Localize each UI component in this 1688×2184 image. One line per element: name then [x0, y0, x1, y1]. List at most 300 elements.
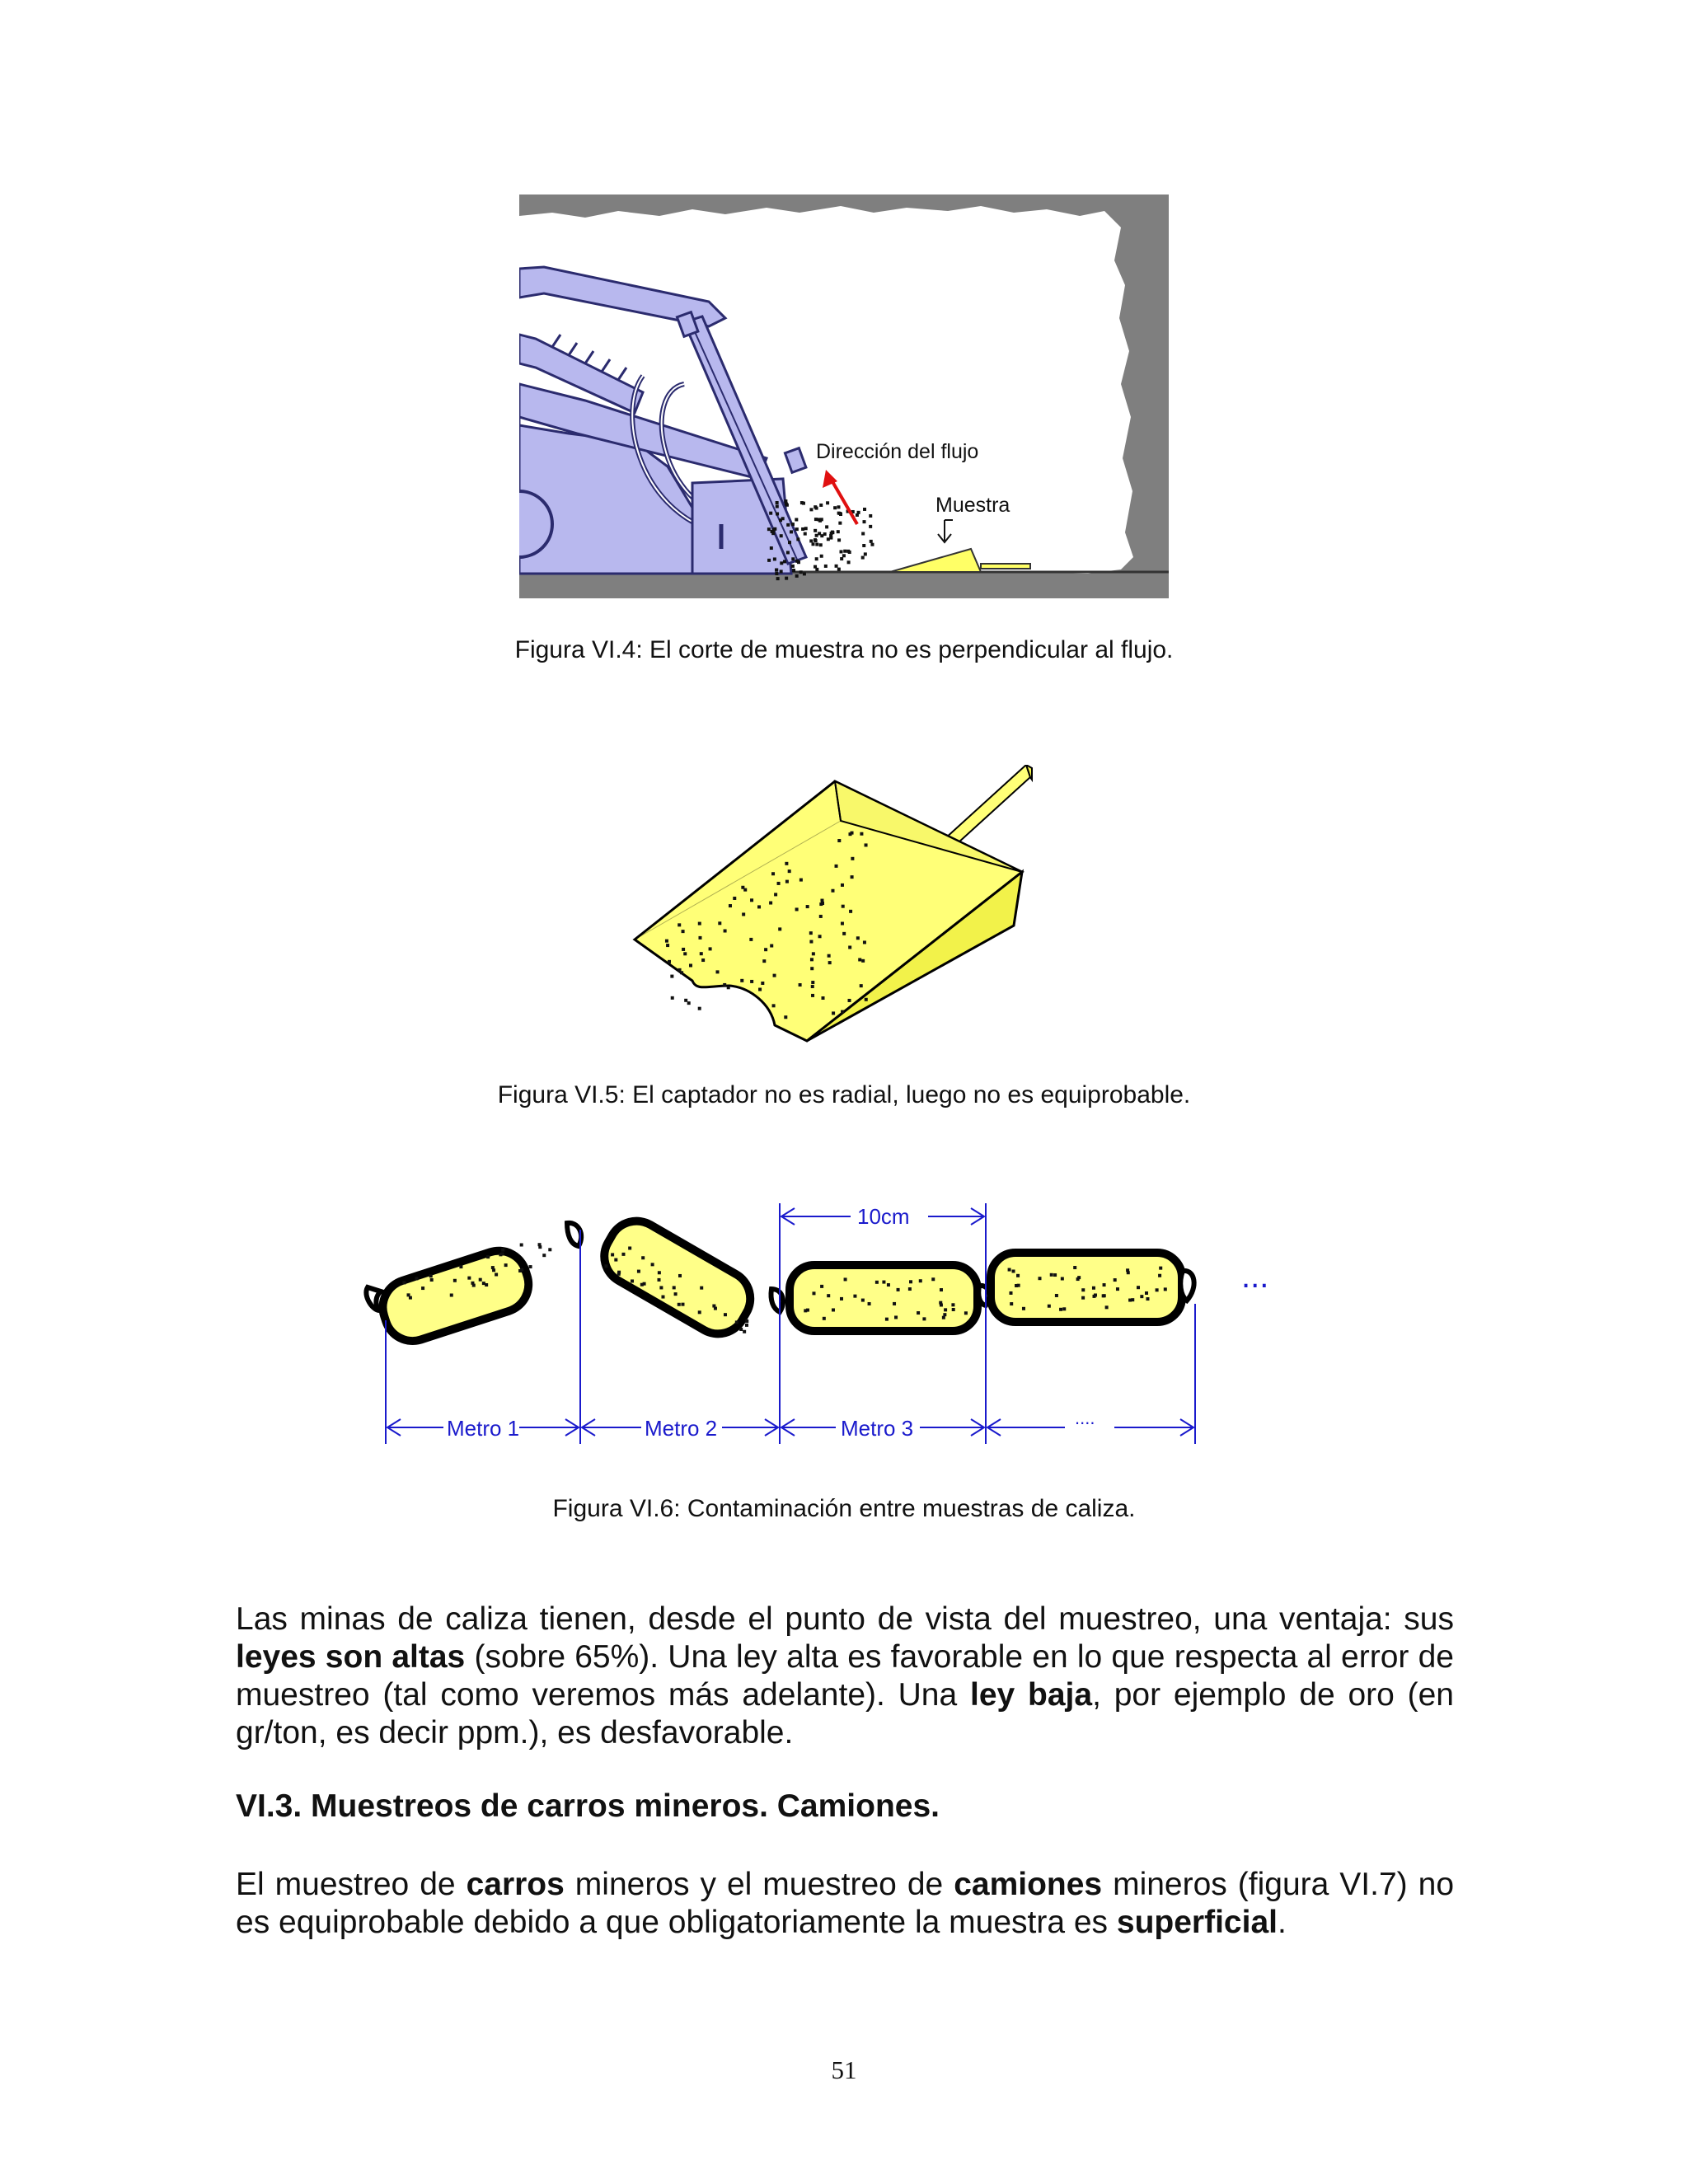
grain-particle [828, 961, 832, 964]
grain-particle [964, 1311, 968, 1315]
grain-particle [758, 988, 762, 991]
grain-particle [791, 557, 795, 560]
grain-particle [851, 832, 854, 835]
grain-particle [783, 560, 786, 563]
grain-particle [809, 508, 813, 511]
grain-particle [621, 1253, 625, 1256]
grain-particle [887, 1283, 890, 1286]
grain-particle [776, 504, 779, 508]
figure-vi6-image [363, 1180, 1302, 1452]
grain-particle [761, 982, 764, 985]
grain-particle [951, 1303, 954, 1306]
grain-particle [780, 561, 783, 565]
grain-particle [1053, 1273, 1057, 1277]
grain-particle [661, 1296, 664, 1299]
section-heading: VI.3. Muestreos de carros mineros. Camiones. [236, 1788, 940, 1824]
grain-particle [716, 970, 720, 973]
grain-particle [862, 544, 865, 547]
p1-bold-2: ley baja [970, 1677, 1093, 1713]
grain-particle [415, 1277, 418, 1280]
grain-particle [740, 979, 743, 982]
grain-particle [701, 958, 705, 962]
figure-vi5-caption: Figura VI.5: El captador no es radial, luego no es equiprobable. [497, 1081, 1191, 1108]
grain-particle [815, 557, 818, 560]
grain-particle [786, 523, 790, 527]
grain-particle [771, 872, 775, 875]
metro-3-label: Metro 3 [841, 1416, 914, 1441]
grain-particle [495, 1272, 498, 1276]
grain-particle [1092, 1286, 1095, 1290]
grain-particle [842, 554, 846, 557]
grain-particle [815, 568, 818, 571]
grain-particle [842, 932, 846, 935]
grain-particle [847, 560, 851, 564]
grain-particle [869, 525, 872, 528]
grain-particle [818, 935, 822, 938]
grain-particle [799, 879, 803, 882]
p2-bold-3: superficial [1116, 1905, 1278, 1940]
grain-particle [1076, 1277, 1080, 1281]
grain-particle [863, 508, 866, 511]
grain-particle [861, 1299, 865, 1302]
grain-particle [851, 875, 854, 879]
grain-particle [856, 936, 860, 940]
grain-particle [773, 557, 776, 560]
grain-particle [665, 940, 668, 943]
metro-2-label: Metro 2 [645, 1416, 718, 1441]
grain-particle [735, 1320, 738, 1324]
grain-particle [1114, 1278, 1117, 1282]
grain-particle [812, 952, 815, 955]
grain-particle [776, 501, 779, 504]
grain-particle [870, 543, 874, 546]
grain-particle [861, 532, 865, 535]
grain-particle [743, 1330, 746, 1333]
grain-particle [820, 899, 823, 902]
grain-particle [865, 843, 868, 846]
grain-particle [826, 501, 829, 504]
grain-particle [501, 1249, 504, 1252]
grain-particle [844, 1277, 847, 1281]
paragraph-mine-carts [236, 1866, 1454, 1942]
grain-particle [864, 552, 867, 555]
grain-particle [943, 1313, 946, 1316]
grain-particle [799, 570, 803, 574]
grain-particle [769, 512, 772, 515]
grain-particle [893, 1302, 896, 1305]
grain-particle [611, 1253, 614, 1256]
grain-particle [848, 945, 851, 949]
grain-particle [1048, 1305, 1051, 1308]
grain-particle [837, 839, 841, 842]
grain-particle [1156, 1288, 1159, 1291]
grain-particle [453, 1279, 457, 1282]
grain-particle [851, 857, 854, 860]
grain-particle [1050, 1273, 1053, 1277]
grain-particle [804, 527, 808, 530]
grain-particle [1116, 1287, 1119, 1291]
grain-particle [1081, 1296, 1085, 1300]
grain-particle [917, 1311, 920, 1315]
grain-particle [821, 902, 824, 905]
grain-particle [1158, 1274, 1161, 1277]
p1-bold-1: leyes son altas [236, 1639, 466, 1675]
grain-particle [825, 525, 828, 528]
p2-text-2: mineros y el muestreo de [564, 1867, 954, 1902]
grain-particle [875, 1281, 879, 1284]
grain-particle [678, 923, 681, 926]
grain-particle [681, 1303, 684, 1306]
grain-particle [1103, 1283, 1106, 1286]
grain-particle [831, 889, 834, 893]
p1-text-2: (sobre 65%). Una ley alta es favorable en lo que respecta al error de muestreo (tal como veremos más adelante). Una [236, 1639, 1454, 1713]
grain-particle [1012, 1269, 1015, 1272]
grain-particle [861, 959, 865, 963]
grain-particle [944, 1308, 947, 1311]
grain-particle [723, 983, 726, 987]
grain-particle [952, 1308, 955, 1311]
grain-particle [651, 1263, 654, 1266]
grain-particle [1061, 1277, 1064, 1281]
grain-particle [637, 1270, 640, 1273]
grain-particle [827, 537, 830, 541]
grain-particle [538, 1245, 542, 1249]
grain-particle [762, 959, 766, 963]
grain-particle [811, 981, 814, 984]
grain-particle [853, 1295, 856, 1298]
figure-vi4-image [519, 194, 1169, 598]
grain-particle [520, 1244, 523, 1247]
grain-particle [771, 530, 774, 533]
grain-particle [861, 556, 865, 560]
grain-particle [919, 1279, 922, 1282]
grain-particle [750, 980, 753, 983]
grain-particle [614, 1258, 617, 1262]
grain-particle [788, 541, 791, 544]
grain-particle [829, 537, 832, 540]
grain-particle [741, 886, 744, 889]
grain-particle [840, 550, 843, 553]
grain-particle [520, 1268, 523, 1272]
grain-particle [698, 936, 701, 940]
grain-particle [770, 944, 773, 948]
grain-particle [940, 1303, 943, 1306]
grain-particle [492, 1268, 495, 1272]
grain-particle [450, 1294, 453, 1297]
grain-particle [673, 1286, 676, 1289]
grain-particle [1022, 1307, 1025, 1310]
length-10cm-label: 10cm [857, 1204, 910, 1229]
grain-particle [776, 577, 780, 580]
grain-particle [780, 534, 783, 537]
grain-particle [429, 1274, 433, 1277]
grain-particle [421, 1286, 424, 1290]
grain-particle [795, 518, 798, 521]
grain-particle [724, 930, 727, 933]
grain-particle [820, 555, 823, 558]
paragraph-limestone [236, 1601, 1454, 1752]
grain-particle [666, 944, 669, 947]
grain-particle [846, 550, 850, 553]
grain-particle [1145, 1291, 1148, 1295]
page-number: 51 [831, 2055, 857, 2084]
grain-particle [778, 927, 781, 930]
grain-particle [1137, 1286, 1140, 1289]
grain-particle [1102, 1294, 1105, 1297]
p2-text-1: El muestreo de [236, 1867, 467, 1902]
grain-particle [780, 569, 783, 573]
grain-particle [1159, 1267, 1162, 1270]
grain-particle [784, 1015, 787, 1019]
grain-particle [832, 1011, 835, 1015]
grain-particle [922, 1317, 926, 1320]
grain-particle [827, 1294, 830, 1297]
grain-particle [804, 1309, 807, 1312]
grain-particle [767, 527, 771, 531]
grain-particle [788, 869, 791, 873]
grain-particle [815, 543, 818, 546]
grain-particle [837, 568, 841, 571]
grain-particle [1094, 1293, 1097, 1296]
grain-particle [842, 905, 845, 908]
grain-particle [795, 907, 799, 911]
grain-particle [828, 954, 831, 958]
p1-text-3: , por ejemplo de oro (en gr/ton, es decir ppm.), es desfavorable. [236, 1677, 1454, 1750]
grain-particle [869, 514, 872, 518]
grain-particle [641, 1256, 645, 1259]
grain-particle [1164, 1287, 1167, 1291]
metro-1-label: Metro 1 [447, 1416, 520, 1441]
grain-particle [700, 952, 703, 955]
grain-particle [841, 922, 844, 926]
continuation-ellipsis: ... [1241, 1258, 1269, 1295]
flow-direction-label: Dirección del flujo [816, 440, 979, 463]
figure-vi5-image [626, 765, 1039, 1047]
grain-particle [833, 506, 837, 509]
grain-particle [831, 531, 834, 534]
grain-particle [838, 522, 842, 525]
grain-particle [658, 1278, 661, 1282]
grain-particle [814, 529, 817, 532]
grain-particle [1146, 1297, 1149, 1301]
grain-particle [837, 505, 840, 509]
grain-particle [799, 983, 802, 987]
grain-particle [785, 862, 788, 865]
grain-particle [837, 538, 841, 541]
grain-particle [786, 551, 790, 554]
grain-particle [860, 832, 863, 836]
grain-particle [795, 527, 799, 531]
sample-label: Muestra [935, 494, 1010, 517]
grain-particle [785, 503, 788, 506]
grain-particle [709, 947, 712, 950]
grain-particle [712, 1305, 715, 1308]
grain-particle [1073, 1266, 1076, 1269]
grain-particle [809, 940, 813, 944]
grain-particle [865, 998, 868, 1001]
grain-particle [745, 1319, 748, 1323]
grain-particle [684, 999, 687, 1002]
grain-particle [868, 1302, 871, 1305]
grain-particle [628, 1246, 631, 1249]
grain-particle [806, 905, 809, 908]
grain-particle [815, 534, 818, 537]
grain-particle [1059, 1308, 1062, 1311]
p2-text-4: . [1277, 1905, 1287, 1940]
grain-particle [459, 1265, 462, 1268]
grain-particle [617, 1272, 621, 1276]
grain-particle [1140, 1295, 1143, 1298]
grain-particle [811, 994, 814, 997]
grain-particle [1008, 1268, 1011, 1272]
grain-particle [698, 922, 701, 926]
grain-particle [840, 1297, 843, 1301]
grain-particle [682, 930, 685, 933]
grain-particle [430, 1278, 434, 1282]
grain-particle [718, 921, 721, 925]
grain-particle [908, 1287, 912, 1291]
grain-particle [791, 565, 795, 568]
grain-particle [860, 984, 863, 987]
grain-particle [781, 517, 785, 520]
grain-particle [840, 557, 843, 560]
grain-particle [668, 960, 671, 963]
figure-vi4-caption: Figura VI.4: El corte de muestra no es perpendicular al flujo. [514, 636, 1174, 663]
grain-particle [819, 915, 823, 918]
grain-particle [471, 1282, 474, 1285]
grain-particle [819, 543, 823, 546]
grain-particle [795, 560, 799, 563]
grain-particle [814, 538, 817, 541]
grain-particle [804, 532, 807, 536]
grain-particle [931, 1277, 935, 1281]
grain-particle [856, 513, 859, 517]
grain-particle [894, 1315, 898, 1319]
grain-particle [790, 530, 793, 533]
grain-particle [774, 893, 777, 896]
grain-particle [1081, 1288, 1085, 1291]
grain-particle [773, 974, 776, 977]
grain-particle [849, 910, 852, 913]
grain-particle [678, 1274, 682, 1277]
grain-particle [835, 565, 838, 568]
grain-particle [727, 986, 730, 989]
grain-particle [841, 1010, 844, 1014]
grain-particle [784, 499, 787, 503]
grain-particle [733, 897, 736, 900]
grain-particle [814, 505, 817, 509]
grain-particle [682, 948, 685, 951]
grain-particle [796, 537, 799, 541]
grain-particle [940, 1288, 943, 1291]
grain-particle [832, 1308, 835, 1311]
grain-particle [822, 996, 825, 1000]
p2-bold-1: carros [466, 1867, 565, 1902]
figure-vi6-caption: Figura VI.6: Contaminación entre muestras de caliza. [552, 1495, 1136, 1522]
grain-particle [858, 958, 861, 961]
grain-particle [810, 958, 814, 961]
grain-particle [687, 1001, 691, 1005]
grain-particle [820, 1285, 823, 1288]
grain-particle [772, 1004, 776, 1007]
grain-particle [659, 1286, 663, 1289]
grain-particle [791, 523, 795, 526]
grain-particle [542, 1254, 546, 1257]
grain-particle [678, 1303, 681, 1306]
grain-particle [839, 513, 842, 516]
grain-particle [485, 1283, 488, 1286]
grain-particle [724, 1313, 727, 1316]
grain-particle [792, 569, 795, 572]
grain-particle [750, 898, 753, 902]
grain-particle [863, 940, 866, 944]
grain-particle [870, 540, 873, 543]
grain-particle [1009, 1291, 1012, 1295]
grain-particle [820, 534, 823, 537]
grain-particle [742, 912, 745, 916]
grain-particle [848, 999, 851, 1002]
grain-particle [942, 1316, 945, 1319]
grain-particle [757, 905, 761, 908]
grain-particle [499, 1253, 502, 1256]
grain-particle [1127, 1271, 1130, 1274]
grain-particle [529, 1265, 532, 1268]
grain-particle [837, 530, 840, 533]
grain-particle [795, 574, 799, 578]
grain-particle [402, 1281, 406, 1284]
grain-particle [604, 1264, 607, 1268]
grain-particle [1017, 1284, 1020, 1287]
grain-particle [1055, 1294, 1058, 1297]
grain-particle [775, 572, 778, 575]
grain-particle [897, 1288, 900, 1291]
p1-text-1: Las minas de caliza tienen, desde el punto de vista del muestreo, una ventaja: sus [236, 1601, 1454, 1637]
grain-particle [640, 1283, 644, 1286]
p2-bold-2: camiones [954, 1867, 1103, 1902]
grain-particle [683, 952, 687, 955]
grain-particle [775, 569, 778, 572]
grain-particle [1128, 1299, 1132, 1302]
grain-particle [809, 539, 813, 542]
grain-particle [670, 975, 673, 978]
grain-particle [770, 546, 773, 550]
grain-particle [824, 565, 828, 568]
grain-particle [769, 902, 772, 905]
grain-particle [674, 1292, 678, 1296]
grain-particle [818, 519, 822, 523]
grain-particle [1038, 1277, 1041, 1280]
grain-particle [785, 880, 789, 883]
grain-particle [764, 948, 767, 951]
grain-particle [631, 1279, 634, 1282]
grain-particle [467, 1277, 471, 1280]
grain-particle [1062, 1307, 1066, 1310]
grain-particle [812, 1291, 815, 1295]
grain-particle [700, 1286, 703, 1290]
grain-particle [882, 1281, 885, 1284]
grain-particle [843, 550, 846, 553]
grain-particle [835, 865, 838, 868]
grain-particle [1105, 1305, 1109, 1309]
grain-particle [745, 1324, 748, 1327]
grain-particle [819, 504, 823, 507]
grain-particle [810, 967, 814, 970]
metro-4-label: .... [1075, 1408, 1095, 1428]
grain-particle [811, 985, 814, 988]
grain-particle [785, 577, 788, 580]
grain-particle [689, 963, 692, 967]
grain-particle [504, 1263, 508, 1267]
